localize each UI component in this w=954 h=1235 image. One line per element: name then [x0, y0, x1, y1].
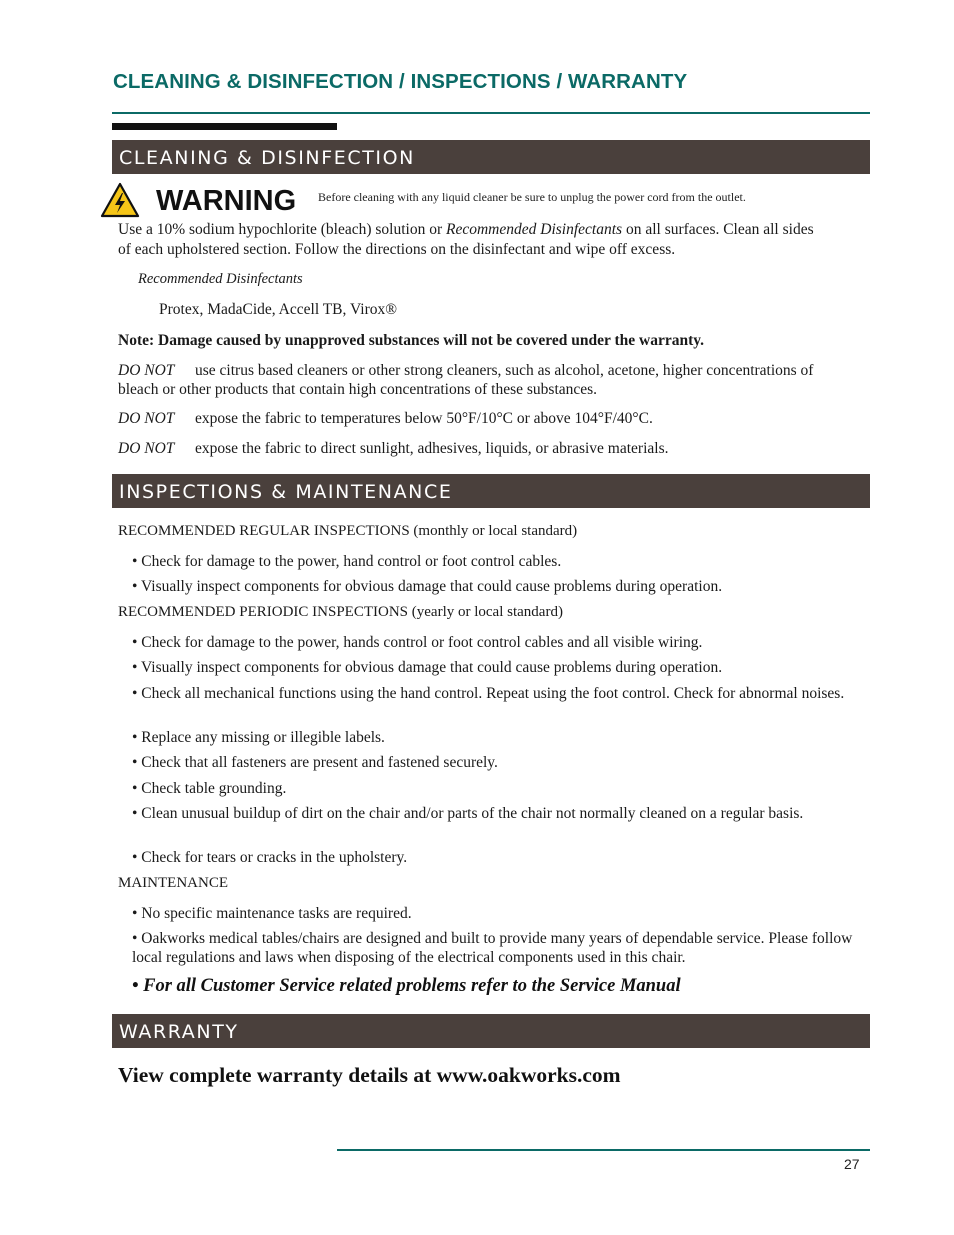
- cleaning-paragraph-line2: of each upholstered section. Follow the directions on the disinfectant and wipe off excess.: [118, 241, 676, 258]
- section-header-cleaning: [112, 140, 870, 174]
- do-not-item-1-cont: bleach or other products that contain high concentrations of these substances.: [118, 381, 598, 398]
- list-item: • Check for damage to the power, hands control or foot control cables and all visible wiring.: [132, 634, 703, 651]
- title-underline: [112, 112, 870, 114]
- list-item: • Check table grounding.: [132, 780, 287, 797]
- warning-label: WARNING: [156, 185, 297, 217]
- list-item: • Check that all fasteners are present and fastened securely.: [132, 754, 498, 771]
- cleaning-paragraph-line1: Use a 10% sodium hypochlorite (bleach) solution or Recommended Disinfectants on all surfaces. Clean all sides: [118, 221, 814, 238]
- list-item: • Clean unusual buildup of dirt on the chair and/or parts of the chair not normally cleaned on a regular basis.: [132, 805, 804, 822]
- section-title: WARRANTY: [119, 1021, 239, 1043]
- page-number: 27: [844, 1156, 860, 1172]
- warning-triangle-lightning-icon: [100, 182, 140, 218]
- section-header-inspections: [112, 474, 870, 508]
- list-item: • Oakworks medical tables/chairs are designed and built to provide many years of dependable service. Please follow local regulations and laws when disposing of the electrical components used in this chair.: [132, 930, 853, 966]
- list-item: • Check all mechanical functions using the hand control. Repeat using the foot control. Check for abnormal noises.: [132, 685, 845, 702]
- list-item: • Check for tears or cracks in the upholstery.: [132, 849, 408, 866]
- page-title: CLEANING & DISINFECTION / INSPECTIONS / WARRANTY: [113, 70, 688, 93]
- section-header-warranty: [112, 1014, 870, 1048]
- warranty-damage-note: Note: Damage caused by unapproved substances will not be covered under the warranty.: [118, 332, 705, 349]
- disinfectant-list: Protex, MadaCide, Accell TB, Virox®: [159, 301, 398, 318]
- regular-inspections-label: RECOMMENDED REGULAR INSPECTIONS (monthly or local standard): [118, 523, 578, 539]
- do-not-item-1: DO NOT use citrus based cleaners or other strong cleaners, such as alcohol, acetone, higher concentrations of: [118, 362, 814, 379]
- list-item: • Visually inspect components for obvious damage that could cause problems during operation.: [132, 578, 723, 595]
- list-item: • No specific maintenance tasks are required.: [132, 905, 412, 922]
- warranty-details-text: View complete warranty details at www.oakworks.com: [118, 1063, 621, 1087]
- do-not-item-3: DO NOT expose the fabric to direct sunlight, adhesives, liquids, or abrasive materials.: [118, 440, 669, 457]
- warning-note: Before cleaning with any liquid cleaner be sure to unplug the power cord from the outlet.: [318, 190, 746, 204]
- section-title: INSPECTIONS & MAINTENANCE: [119, 481, 453, 503]
- do-not-item-2: DO NOT expose the fabric to temperatures below 50°F/10°C or above 104°F/40°C.: [118, 410, 653, 427]
- recommended-disinfectants-label: Recommended Disinfectants: [138, 271, 303, 287]
- service-manual-note: • For all Customer Service related problems refer to the Service Manual: [132, 976, 681, 996]
- section-title: CLEANING & DISINFECTION: [119, 147, 415, 169]
- footer-rule: [337, 1149, 870, 1151]
- list-item: • Visually inspect components for obvious damage that could cause problems during operation.: [132, 659, 723, 676]
- decorative-bar: [112, 123, 337, 130]
- periodic-inspections-label: RECOMMENDED PERIODIC INSPECTIONS (yearly or local standard): [118, 604, 563, 620]
- list-item: • Replace any missing or illegible labels.: [132, 729, 385, 746]
- list-item: • Check for damage to the power, hand control or foot control cables.: [132, 553, 562, 570]
- maintenance-label: MAINTENANCE: [118, 875, 228, 891]
